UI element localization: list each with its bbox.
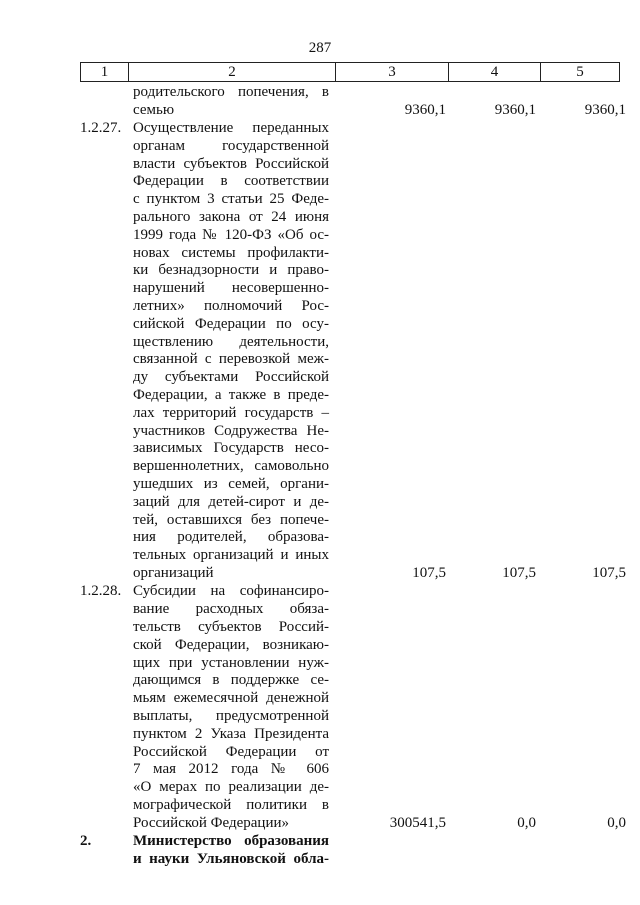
description-line: ния родителей, образова- bbox=[133, 529, 329, 546]
description-line: выплаты, предусмотренной bbox=[133, 707, 329, 724]
description-line: семью bbox=[133, 101, 175, 118]
description-line: тельств субъектов Россий- bbox=[133, 618, 329, 635]
description-line: ду субъектами Российской bbox=[133, 369, 329, 386]
header-col-5: 5 bbox=[540, 63, 619, 81]
description-line: органам государственной bbox=[133, 137, 329, 154]
value-col-4: 0,0 bbox=[517, 814, 536, 831]
description-line: участников Содружества Не- bbox=[133, 422, 329, 439]
description-line: организаций bbox=[133, 565, 214, 582]
description-line: дающимся в поддержке се- bbox=[133, 672, 329, 689]
description-line: ки безнадзорности и право- bbox=[133, 262, 329, 279]
header-col-2: 2 bbox=[128, 63, 335, 81]
value-col-5: 0,0 bbox=[607, 814, 626, 831]
description-line: щих при установлении нуж- bbox=[133, 654, 329, 671]
description-line: лах территорий государств – bbox=[133, 404, 329, 421]
description-line: сийской Федерации по осу- bbox=[133, 315, 329, 332]
description-line: Российской Федерации от bbox=[133, 743, 329, 760]
description-line: и науки Ульяновской обла- bbox=[133, 850, 329, 867]
description-line: 1999 года № 120-ФЗ «Об ос- bbox=[133, 226, 329, 243]
description-line: «О мерах по реализации де- bbox=[133, 779, 329, 796]
description-line: Федерации, а также в преде- bbox=[133, 387, 329, 404]
value-col-5: 9360,1 bbox=[584, 101, 626, 118]
description-line: мографической политики в bbox=[133, 796, 329, 813]
table-header-row bbox=[80, 62, 620, 82]
value-col-3: 9360,1 bbox=[404, 101, 446, 118]
description-line: вание расходных обяза- bbox=[133, 601, 329, 618]
description-line: мьям ежемесячной денежной bbox=[133, 690, 329, 707]
value-col-5: 107,5 bbox=[592, 565, 626, 582]
description-line: вершеннолетних, самовольно bbox=[133, 458, 329, 475]
row-description bbox=[133, 84, 329, 120]
row-description bbox=[133, 833, 329, 869]
description-line: Федерации в соответствии bbox=[133, 173, 329, 190]
description-line: ушедших из семей, органи- bbox=[133, 476, 329, 493]
description-line: заций для детей-сирот и де- bbox=[133, 493, 329, 510]
value-col-3: 107,5 bbox=[412, 565, 446, 582]
value-col-4: 107,5 bbox=[502, 565, 536, 582]
description-line: Министерство образования bbox=[133, 833, 329, 850]
description-line: ской Федерации, возникаю- bbox=[133, 636, 329, 653]
description-line: ществлению деятельности, bbox=[133, 333, 329, 350]
description-line: Российской Федерации» bbox=[133, 814, 290, 831]
page-number: 287 bbox=[308, 40, 332, 56]
description-line: власти субъектов Российской bbox=[133, 155, 329, 172]
header-col-4: 4 bbox=[448, 63, 540, 81]
row-description bbox=[133, 583, 329, 832]
description-line: Осуществление переданных bbox=[133, 120, 329, 137]
description-line: связанной с перевозкой меж- bbox=[133, 351, 329, 368]
description-line: пунктом 2 Указа Президента bbox=[133, 725, 329, 742]
value-col-3: 300541,5 bbox=[389, 814, 446, 831]
description-line: 7 мая 2012 года № 606 bbox=[133, 761, 329, 778]
description-line: рального закона от 24 июня bbox=[133, 209, 329, 226]
description-line: зависимых Государств несо- bbox=[133, 440, 329, 457]
row-number: 1.2.27. bbox=[80, 120, 122, 137]
description-line: нарушений несовершенно- bbox=[133, 280, 329, 297]
description-line: тей, оставшихся без попече- bbox=[133, 511, 329, 528]
header-col-1: 1 bbox=[100, 64, 109, 80]
description-line: с пунктом 3 статьи 25 Феде- bbox=[133, 191, 329, 208]
description-line: новах системы профилакти- bbox=[133, 244, 329, 261]
value-col-4: 9360,1 bbox=[494, 101, 536, 118]
row-number: 2. bbox=[80, 833, 92, 850]
header-col-3: 3 bbox=[335, 63, 448, 81]
description-line: Субсидии на софинансиро- bbox=[133, 583, 329, 600]
row-number: 1.2.28. bbox=[80, 583, 122, 600]
description-line: родительского попечения, в bbox=[133, 84, 329, 100]
description-line: летних» полномочий Рос- bbox=[133, 298, 329, 315]
description-line: тельных организаций и иных bbox=[133, 547, 329, 564]
row-description bbox=[133, 120, 329, 583]
